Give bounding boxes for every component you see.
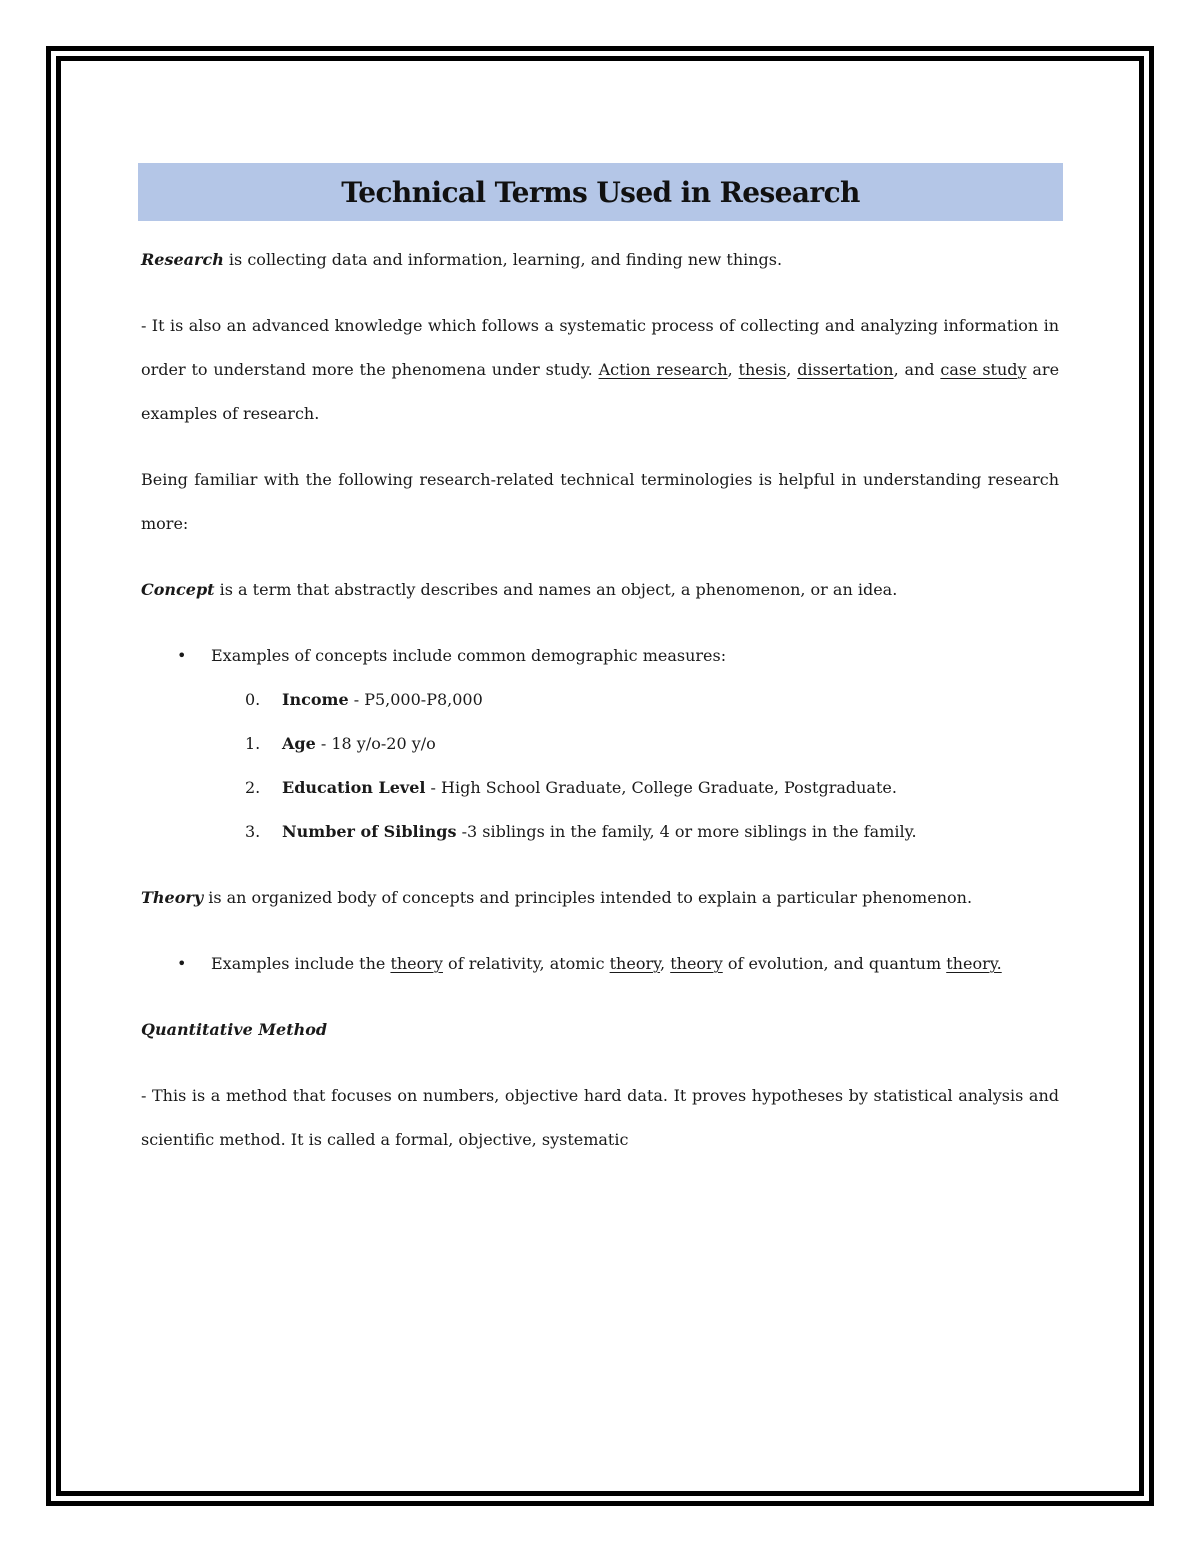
research-term: Research — [141, 250, 224, 269]
intro-paragraph: Being familiar with the following research-related technical terminologies is helpful in understanding research more: — [141, 470, 1059, 533]
title-banner — [138, 163, 1063, 221]
list-item: 2. Education Level - High School Graduate, College Graduate, Postgraduate. — [245, 778, 897, 797]
list-item: 0. Income - P5,000-P8,000 — [245, 690, 483, 709]
example-dissertation: dissertation — [797, 360, 894, 379]
page-title: Technical Terms Used in Research — [341, 175, 860, 209]
bullet-icon: • — [177, 646, 187, 665]
theory-bullet: • Examples include the theory of relativity, atomic theory, theory of evolution, and quantum theory. — [141, 942, 1059, 986]
bullet-icon: • — [177, 954, 187, 973]
example-thesis: thesis — [738, 360, 787, 379]
quantitative-heading: Quantitative Method — [141, 1020, 328, 1039]
theory-definition: Theory is an organized body of concepts and principles intended to explain a particular phenomenon. — [141, 888, 973, 907]
concept-term: Concept — [141, 580, 215, 599]
quantitative-description: - This is a method that focuses on numbers, objective hard data. It proves hypotheses by statistical analysis and scientific method. It is called a formal, objective, systematic — [141, 1086, 1059, 1149]
concept-bullets — [141, 634, 1059, 678]
concept-examples-list — [141, 678, 1059, 854]
research-elaboration: - It is also an advanced knowledge which follows a systematic process of collecting and analyzing information in order to understand more the phenomena under study. Action research, thesis, dissertation, and case study are examples of research. — [141, 316, 1060, 423]
concept-definition: Concept is a term that abstractly describes and names an object, a phenomenon, or an idea. — [141, 580, 898, 599]
concept-bullet: • Examples of concepts include common demographic measures: — [141, 634, 1059, 678]
list-item: 1. Age - 18 y/o-20 y/o — [245, 734, 436, 753]
example-case-study: case study — [940, 360, 1027, 379]
theory-bullets — [141, 942, 1059, 986]
research-definition: Research is collecting data and information, learning, and finding new things. — [141, 250, 783, 269]
theory-term: Theory — [141, 888, 204, 907]
example-action-research: Action research — [598, 360, 728, 379]
list-item: 3. Number of Siblings -3 siblings in the family, 4 or more siblings in the family. — [245, 822, 917, 841]
document-body — [141, 238, 1059, 1162]
